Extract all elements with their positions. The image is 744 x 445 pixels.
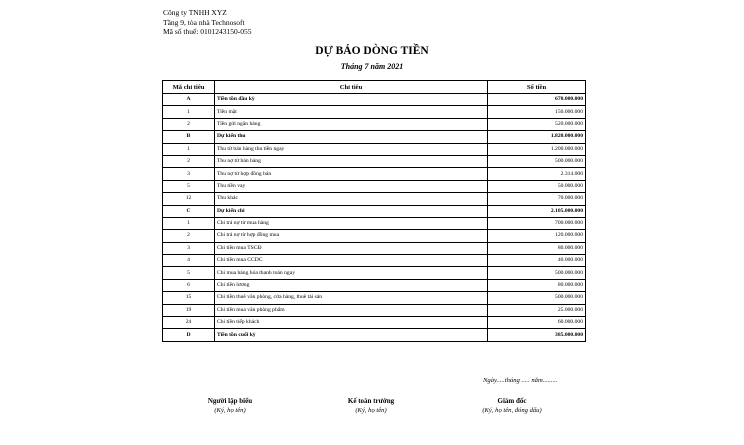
signature-preparer xyxy=(170,396,290,416)
row-amount: 80.000.000 xyxy=(488,279,586,291)
row-code: 15 xyxy=(163,292,215,304)
table-row xyxy=(163,94,586,106)
table-row xyxy=(163,143,586,155)
table-row xyxy=(163,106,586,118)
table-row xyxy=(163,180,586,192)
row-label: Tiền tồn cuối kỳ xyxy=(215,329,488,341)
table-row xyxy=(163,304,586,316)
row-amount: 500.000.000 xyxy=(488,155,586,167)
row-code: 1 xyxy=(163,217,215,229)
row-amount: 520.000.000 xyxy=(488,118,586,130)
table-row xyxy=(163,242,586,254)
row-code: 4 xyxy=(163,255,215,267)
signature-note: (Ký, họ tên) xyxy=(214,407,246,414)
page-subtitle: Tháng 7 năm 2021 xyxy=(340,62,404,71)
table-row xyxy=(163,279,586,291)
signature-role: Kế toán trưởng xyxy=(347,397,395,405)
row-code: 2 xyxy=(163,118,215,130)
table-row xyxy=(163,131,586,143)
row-code: 1 xyxy=(163,106,215,118)
row-code: B xyxy=(163,131,215,143)
row-label: Chi tiền mua TSCĐ xyxy=(215,242,488,254)
signature-note: (Ký, họ tên) xyxy=(355,407,387,414)
row-label: Thu từ bán hàng thu tiền ngay xyxy=(215,143,488,155)
row-code: 1 xyxy=(163,143,215,155)
row-code: 5 xyxy=(163,180,215,192)
table-row xyxy=(163,118,586,130)
table-row xyxy=(163,255,586,267)
row-label: Thu tiền vay xyxy=(215,180,488,192)
row-code: D xyxy=(163,329,215,341)
row-amount: 50.000.000 xyxy=(488,180,586,192)
row-label: Chi tiền thuê văn phòng, cửa hàng, thuê tài sản xyxy=(215,292,488,304)
company-address: Tầng 9, tòa nhà Technosoft xyxy=(163,17,245,27)
row-label: Chi tiền tiếp khách xyxy=(215,317,488,329)
header-code: Mã chỉ tiêu xyxy=(163,81,215,94)
table-row xyxy=(163,168,586,180)
table-row xyxy=(163,292,586,304)
row-amount: 670.000.000 xyxy=(488,94,586,106)
table-row xyxy=(163,193,586,205)
page-title: DỰ BÁO DÒNG TIỀN xyxy=(315,45,429,57)
signature-role: Giám đốc xyxy=(497,397,527,405)
row-amount: 150.000.000 xyxy=(488,106,586,118)
row-amount: 700.000.000 xyxy=(488,217,586,229)
table-row xyxy=(163,329,586,341)
table-row xyxy=(163,317,586,329)
row-label: Thu nợ từ bán hàng xyxy=(215,155,488,167)
cashflow-table xyxy=(162,80,586,342)
row-label: Tiền mặt xyxy=(215,106,488,118)
table-row xyxy=(163,230,586,242)
row-label: Thu khác xyxy=(215,193,488,205)
company-name: Công ty TNHH XYZ xyxy=(163,8,227,17)
row-code: A xyxy=(163,94,215,106)
row-code: 3 xyxy=(163,168,215,180)
row-amount: 70.000.000 xyxy=(488,193,586,205)
row-code: 3 xyxy=(163,242,215,254)
table-row xyxy=(163,155,586,167)
row-label: Dự kiến chi xyxy=(215,205,488,217)
row-code: C xyxy=(163,205,215,217)
row-label: Chi tiền mua văn phòng phẩm xyxy=(215,304,488,316)
row-label: Chi mua hàng hóa thanh toán ngay xyxy=(215,267,488,279)
table-row xyxy=(163,217,586,229)
row-label: Chi trả nợ từ mua hàng xyxy=(215,217,488,229)
row-code: 19 xyxy=(163,304,215,316)
row-label: Tiền gửi ngân hàng xyxy=(215,118,488,130)
company-info xyxy=(163,8,252,37)
signature-director xyxy=(452,396,572,416)
row-amount: 25.000.000 xyxy=(488,304,586,316)
row-label: Dự kiến thu xyxy=(215,131,488,143)
row-code: 24 xyxy=(163,317,215,329)
row-amount: 1.820.000.000 xyxy=(488,131,586,143)
row-label: Chi tiền mua CCDC xyxy=(215,255,488,267)
table-header-row xyxy=(163,81,586,94)
row-amount: 40.000.000 xyxy=(488,255,586,267)
row-label: Chi tiền lương xyxy=(215,279,488,291)
row-amount: 80.000.000 xyxy=(488,242,586,254)
date-line: Ngày.....tháng ..... năm......... xyxy=(483,377,558,384)
row-amount: 2.314.000 xyxy=(488,168,586,180)
table-row xyxy=(163,205,586,217)
row-amount: 385.000.000 xyxy=(488,329,586,341)
header-label: Chỉ tiêu xyxy=(215,81,488,94)
row-code: 2 xyxy=(163,230,215,242)
row-amount: 500.000.000 xyxy=(488,267,586,279)
row-label: Tiền tồn đầu kỳ xyxy=(215,94,488,106)
row-amount: 60.000.000 xyxy=(488,317,586,329)
row-amount: 1.200.000.000 xyxy=(488,143,586,155)
row-label: Chi trả nợ từ hợp đồng mua xyxy=(215,230,488,242)
row-amount: 120.000.000 xyxy=(488,230,586,242)
row-code: 12 xyxy=(163,193,215,205)
row-code: 6 xyxy=(163,279,215,291)
signature-role: Người lập biểu xyxy=(207,397,253,405)
row-amount: 500.000.000 xyxy=(488,292,586,304)
header-amount: Số tiền xyxy=(488,81,586,94)
signature-note: (Ký, họ tên, đóng dấu) xyxy=(482,407,542,414)
row-amount: 2.105.000.000 xyxy=(488,205,586,217)
row-label: Thu nợ từ hợp đồng bán xyxy=(215,168,488,180)
row-code: 5 xyxy=(163,267,215,279)
company-tax-id: Mã số thuế: 0101243150-055 xyxy=(163,27,252,37)
table-body xyxy=(163,94,586,342)
table-row xyxy=(163,267,586,279)
signature-chief-accountant xyxy=(311,396,431,416)
row-code: 2 xyxy=(163,155,215,167)
